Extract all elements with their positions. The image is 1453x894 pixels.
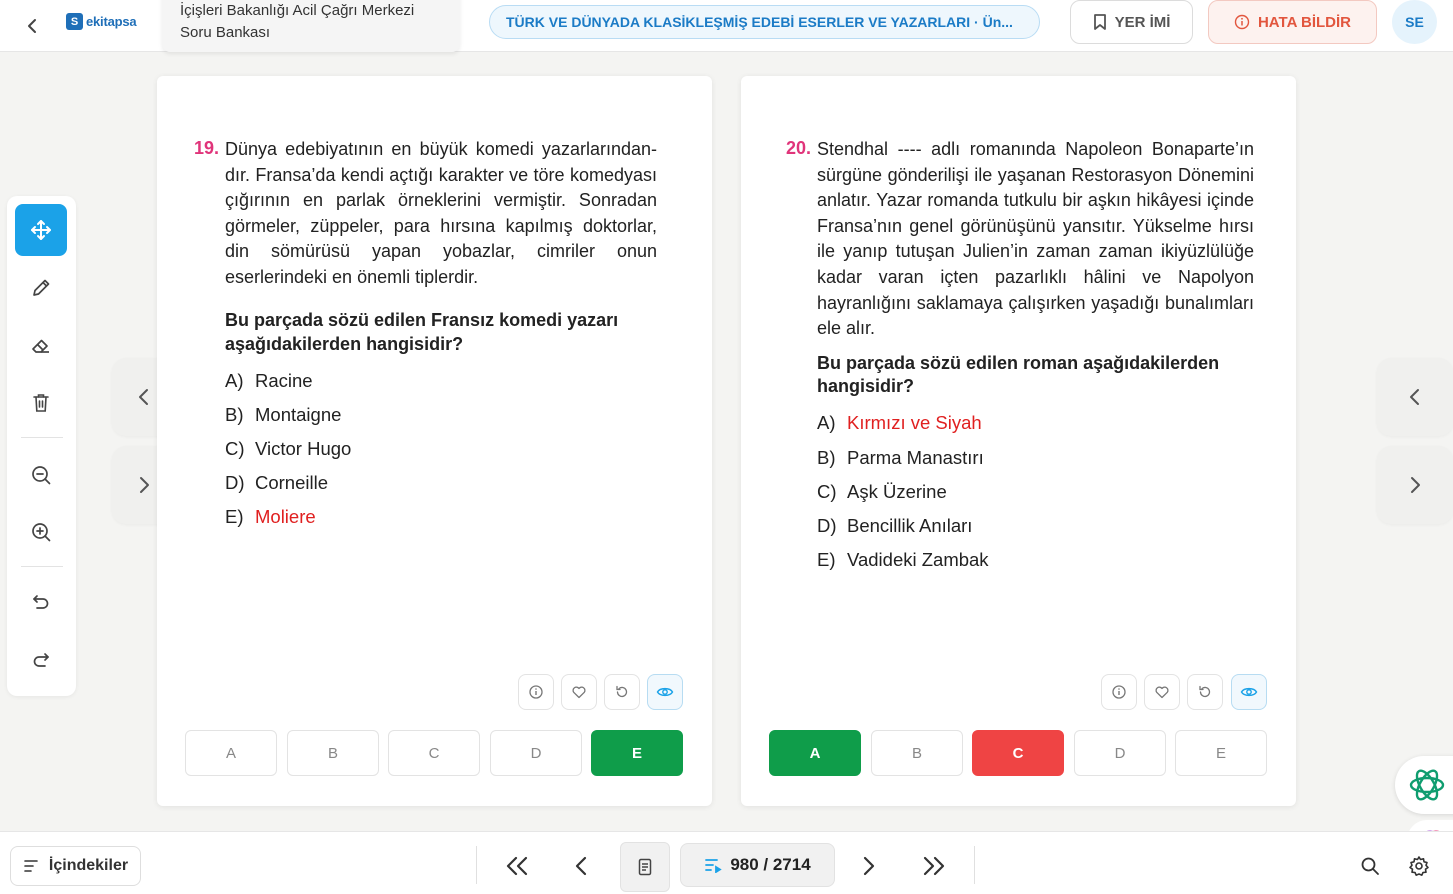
- settings-button[interactable]: [1400, 846, 1438, 886]
- question-info-button[interactable]: [1101, 674, 1137, 710]
- option-text: Corneille: [255, 472, 329, 493]
- option-d: [817, 515, 972, 537]
- user-avatar[interactable]: SE: [1392, 0, 1437, 44]
- next-page-button[interactable]: [1377, 446, 1453, 524]
- option-letter: D): [817, 515, 837, 536]
- answer-button-d[interactable]: D: [490, 730, 582, 776]
- question-number: 19.: [194, 138, 220, 158]
- chapter-selector[interactable]: TÜRK VE DÜNYADA KLASİKLEŞMİŞ EDEBİ ESERLER VE YAZARLARI · Ün...: [489, 5, 1040, 39]
- answer-button-e[interactable]: E: [1175, 730, 1267, 776]
- heart-icon: [571, 684, 587, 700]
- answer-button-b[interactable]: B: [871, 730, 963, 776]
- list-icon: [23, 859, 39, 873]
- option-text: Vadideki Zambak: [847, 549, 989, 570]
- logo-text: ekitapsa: [86, 14, 137, 29]
- bottom-navigation: [0, 831, 1453, 894]
- option-letter: D): [225, 472, 245, 493]
- favorite-button[interactable]: [1144, 674, 1180, 710]
- option-e: [225, 506, 316, 528]
- question-stem: Bu parçada sözü edilen roman aşağıdakilerden hangisidir?: [817, 353, 1220, 396]
- heart-icon: [1154, 684, 1170, 700]
- search-button[interactable]: [1350, 846, 1390, 886]
- option-letter: C): [817, 481, 837, 502]
- option-b: [817, 447, 984, 469]
- footer-divider: [476, 846, 477, 884]
- option-text: Montaigne: [255, 404, 342, 425]
- bookmark-icon: [1093, 13, 1107, 31]
- chevron-left-icon: [25, 18, 39, 34]
- answer-button-a[interactable]: A: [185, 730, 277, 776]
- table-of-contents-button[interactable]: [10, 846, 141, 886]
- back-button[interactable]: [18, 12, 46, 40]
- redo-tool[interactable]: [15, 634, 67, 686]
- option-letter: B): [817, 447, 836, 468]
- logo-icon: S: [66, 13, 83, 30]
- question-text: Dünya edebiyatının en büyük komedi yazarlarındandır. Fransa’da kendi açtığı karakter ve töre komedyası çığırının en parlak örneklerini vermiştir. Sonradan görmeler, züppeler, para hırsına kapılmış doktorlar, din sömürüsü yapan yobazlar, cimriler onun eserlerindeki en önemli tiplerdir.: [225, 139, 657, 287]
- zoom-in-icon: [30, 521, 52, 543]
- move-icon: [29, 218, 53, 242]
- gear-icon: [1408, 855, 1430, 877]
- option-e: [817, 549, 989, 571]
- option-a: [817, 412, 982, 434]
- question-card-20: [741, 76, 1296, 806]
- double-chevron-left-icon: [504, 855, 530, 877]
- double-chevron-right-icon: [921, 855, 947, 877]
- undo-icon: [31, 592, 51, 612]
- ai-knot-icon: [1407, 765, 1447, 805]
- option-letter: A): [817, 412, 836, 433]
- pen-tool[interactable]: [15, 262, 67, 314]
- toolbar-divider: [21, 566, 63, 567]
- answer-button-b[interactable]: B: [287, 730, 379, 776]
- reset-button[interactable]: [604, 674, 640, 710]
- document-icon: [637, 858, 653, 876]
- zoom-out-tool[interactable]: [15, 449, 67, 501]
- toolbar-divider: [21, 437, 63, 438]
- page-view-button[interactable]: [620, 842, 670, 892]
- eye-icon: [1240, 685, 1258, 699]
- answer-button-c[interactable]: C: [388, 730, 480, 776]
- option-text: Bencillik Anıları: [847, 515, 973, 536]
- book-title: İçişleri Bakanlığı Acil Çağrı Merkezi Soru Bankası: [162, 0, 460, 52]
- move-tool[interactable]: [15, 204, 67, 256]
- list-play-icon: [704, 857, 722, 873]
- question-card-19: [157, 76, 712, 806]
- pencil-icon: [30, 277, 52, 299]
- favorite-button[interactable]: [561, 674, 597, 710]
- option-text-correct: Moliere: [255, 506, 316, 527]
- eraser-icon: [30, 335, 52, 357]
- show-answer-button[interactable]: [1231, 674, 1267, 710]
- report-error-button[interactable]: [1208, 0, 1377, 44]
- option-letter: A): [225, 370, 244, 391]
- chevron-left-icon: [137, 387, 151, 407]
- first-page-button[interactable]: [497, 846, 537, 886]
- top-header: [0, 0, 1453, 52]
- option-text-correct: Kırmızı ve Siyah: [847, 412, 982, 433]
- undo-tool[interactable]: [15, 576, 67, 628]
- option-c: [225, 438, 351, 460]
- show-answer-button[interactable]: [647, 674, 683, 710]
- option-c: [817, 481, 947, 503]
- chevron-right-icon: [1408, 475, 1422, 495]
- option-letter: C): [225, 438, 245, 459]
- zoom-in-tool[interactable]: [15, 506, 67, 558]
- zoom-out-icon: [30, 464, 52, 486]
- option-letter: E): [817, 549, 836, 570]
- reset-button[interactable]: [1187, 674, 1223, 710]
- option-letter: E): [225, 506, 244, 527]
- delete-tool[interactable]: [15, 377, 67, 429]
- report-label: HATA BİLDİR: [1257, 13, 1352, 31]
- next-page-button[interactable]: [849, 846, 889, 886]
- reset-icon: [614, 684, 630, 700]
- question-text: Stendhal ---- adlı romanında Napoleon Bonaparte’ın sürgüne gönderilişi ile yaşanan Restorasyon Dönemini anlatır. Yazar romanda tutkulu bir aşkın hikâyesi içinde Fransa’nın genel görünüşünü yansıtır. Yükselme hırsı ile yanıp tutuşan Julien’in zaman zaman ikiyüzlülüğe kadar varan içten pazarlıklı hâlini ve Napolyon hayranlığını saklamaya çalışırken yaşadığı bunalımları ele alır.: [817, 139, 1254, 339]
- trash-icon: [31, 392, 51, 414]
- info-icon: [1111, 684, 1127, 700]
- last-page-button[interactable]: [914, 846, 954, 886]
- question-info-button[interactable]: [518, 674, 554, 710]
- page-counter-text: 980 / 2714: [730, 855, 811, 874]
- option-text: Victor Hugo: [255, 438, 352, 459]
- search-icon: [1360, 856, 1380, 876]
- page-counter[interactable]: [680, 843, 835, 887]
- chevron-right-icon: [861, 855, 877, 877]
- question-stem: Bu parçada sözü edilen Fransız komedi yazarı aşağıdakilerden hangisidir?: [225, 310, 619, 354]
- question-number: 20.: [786, 138, 812, 158]
- answer-button-e[interactable]: E: [591, 730, 683, 776]
- option-text: Racine: [255, 370, 313, 391]
- bookmark-label: YER İMİ: [1114, 13, 1171, 31]
- eye-icon: [656, 685, 674, 699]
- option-d: [225, 472, 328, 494]
- option-a: [225, 370, 313, 392]
- previous-page-button[interactable]: [561, 846, 601, 886]
- chevron-left-icon: [573, 855, 589, 877]
- chevron-right-icon: [137, 475, 151, 495]
- option-text: Parma Manastırı: [847, 447, 984, 468]
- ai-assistant-button[interactable]: [1395, 756, 1453, 814]
- info-icon: [528, 684, 544, 700]
- option-text: Aşk Üzerine: [847, 481, 947, 502]
- footer-divider: [974, 846, 975, 884]
- app-logo[interactable]: [66, 13, 136, 30]
- answer-button-a[interactable]: A: [769, 730, 861, 776]
- info-circle-icon: [1234, 14, 1250, 30]
- chevron-left-icon: [1408, 387, 1422, 407]
- answer-button-d[interactable]: D: [1074, 730, 1166, 776]
- toc-label: İçindekiler: [48, 857, 129, 874]
- prev-page-button[interactable]: [1377, 358, 1453, 436]
- option-letter: B): [225, 404, 244, 425]
- eraser-tool[interactable]: [15, 320, 67, 372]
- redo-icon: [31, 650, 51, 670]
- reset-icon: [1197, 684, 1213, 700]
- drawing-toolbar: [7, 196, 76, 696]
- answer-button-c[interactable]: C: [972, 730, 1064, 776]
- option-b: [225, 404, 341, 426]
- bookmark-button[interactable]: [1070, 0, 1193, 44]
